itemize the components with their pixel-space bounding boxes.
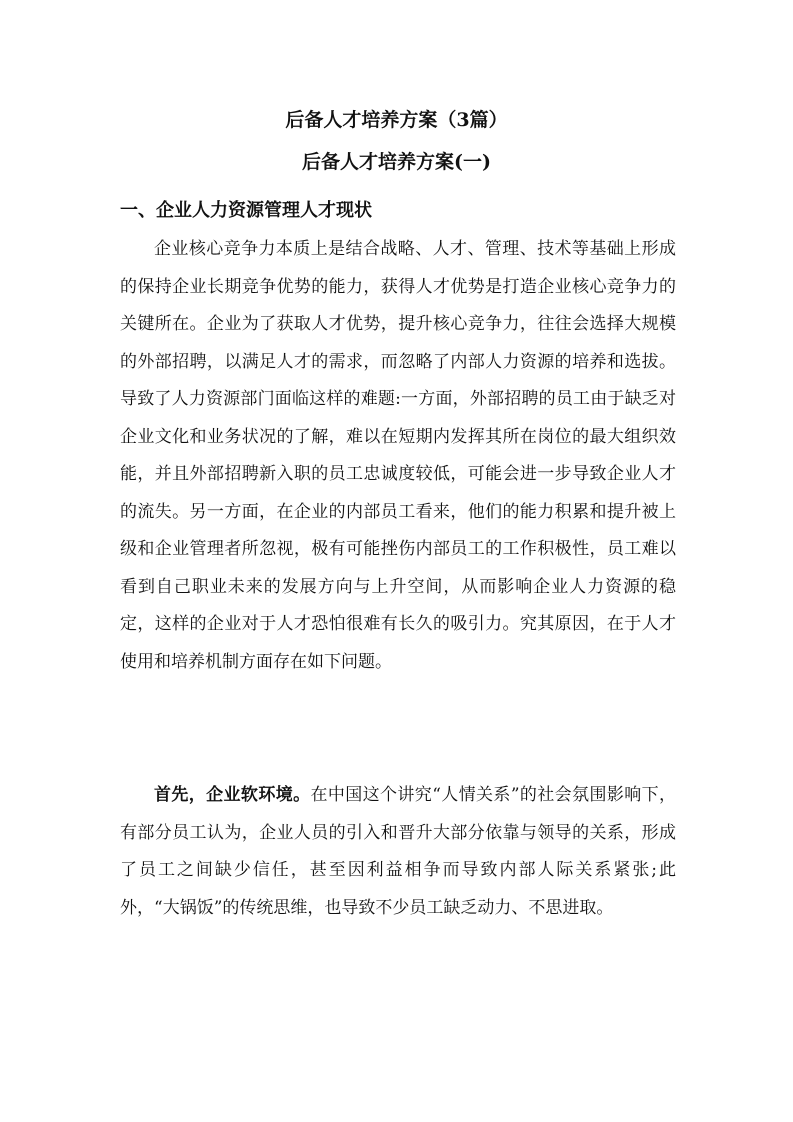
document-title: 后备人才培养方案（3篇）	[285, 109, 508, 131]
paragraph-lead-text: 首先，企业软环境。	[154, 785, 311, 805]
document-subtitle: 后备人才培养方案(一)	[302, 151, 491, 173]
body-paragraph-2	[120, 777, 676, 927]
body-paragraph-1: 企业核心竞争力本质上是结合战略、人才、管理、技术等基础上形成的保持企业长期竞争优势的能力，获得人才优势是打造企业核心竞争力的关键所在。企业为了获取人才优势，提升核心竞争力，往往会选择大规模的外部招聘，以满足人才的需求，而忽略了内部人力资源的培养和选拔。导致了人力资源部门面临这样的难题:一方面，外部招聘的员工由于缺乏对企业文化和业务状况的了解，难以在短期内发挥其所在岗位的最大组织效能，并且外部招聘新入职的员工忠诚度较低，可能会进一步导致企业人才的流失。另一方面，在企业的内部员工看来，他们的能力积累和提升被上级和企业管理者所忽视，极有可能挫伤内部员工的工作积极性，员工难以看到自己职业未来的发展方向与上升空间，从而影响企业人力资源的稳定，这样的企业对于人才恐怕很难有长久的吸引力。究其原因，在于人才使用和培养机制方面存在如下问题。	[120, 239, 676, 672]
section-heading: 一、企业人力资源管理人才现状	[120, 200, 372, 221]
paragraph-body-text: 在中国这个讲究“人情关系”的社会氛围影响下，有部分员工认为，企业人员的引入和晋升大部分依靠与领导的关系，形成了员工之间缺少信任，甚至因利益相争而导致内部人际关系紧张;此外，“大锅饭”的传统思维，也导致不少员工缺乏动力、不思进取。	[120, 785, 676, 918]
